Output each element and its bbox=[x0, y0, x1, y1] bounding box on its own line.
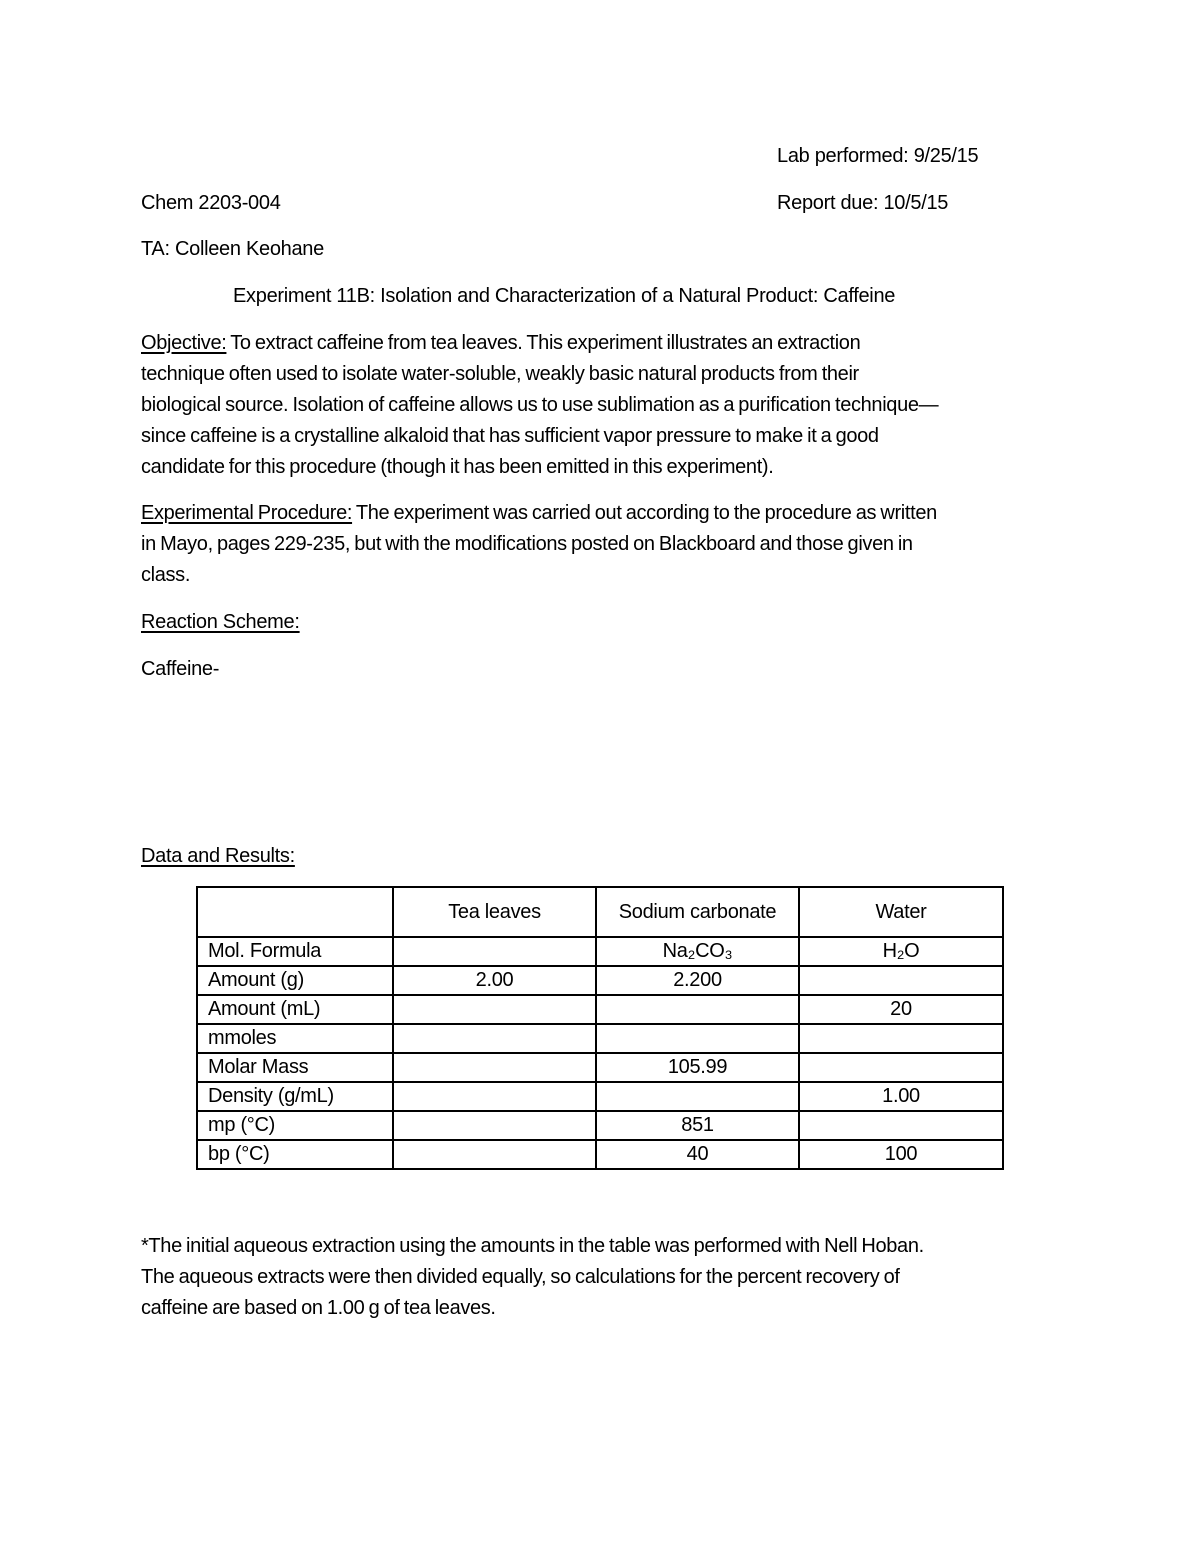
sodium-carbonate-cell: 2.200 bbox=[596, 966, 799, 995]
sodium-carbonate-cell bbox=[596, 1024, 799, 1053]
procedure-section bbox=[141, 498, 1071, 591]
experiment-title: Experiment 11B: Isolation and Characterization of a Natural Product: Caffeine bbox=[233, 285, 896, 307]
objective-text-line: technique often used to isolate water-soluble, weakly basic natural products from their bbox=[141, 363, 859, 385]
sodium-carbonate-cell: 105.99 bbox=[596, 1053, 799, 1082]
tea-leaves-cell bbox=[393, 1024, 596, 1053]
objective-text-line: biological source. Isolation of caffeine allows us to use sublimation as a purification technique— bbox=[141, 394, 939, 416]
sodium-carbonate-cell bbox=[596, 1082, 799, 1111]
table-row bbox=[197, 937, 1003, 966]
row-label: Molar Mass bbox=[197, 1053, 393, 1082]
table-header-cell: Water bbox=[799, 887, 1003, 937]
table-row bbox=[197, 1053, 1003, 1082]
table-header-cell bbox=[197, 887, 393, 937]
water-cell: 20 bbox=[799, 995, 1003, 1024]
footnote-section bbox=[141, 1231, 1071, 1324]
tea-leaves-cell bbox=[393, 1082, 596, 1111]
table-header-row bbox=[197, 887, 1003, 937]
table-row bbox=[197, 995, 1003, 1024]
sodium-carbonate-cell: 40 bbox=[596, 1140, 799, 1169]
sodium-carbonate-cell: 851 bbox=[596, 1111, 799, 1140]
row-label: mmoles bbox=[197, 1024, 393, 1053]
data-results-heading: Data and Results: bbox=[141, 845, 295, 867]
lab-performed-date: Lab performed: 9/25/15 bbox=[777, 145, 979, 167]
sodium-carbonate-cell bbox=[596, 995, 799, 1024]
caffeine-label: Caffeine- bbox=[141, 658, 220, 680]
table-row bbox=[197, 1111, 1003, 1140]
course-number: Chem 2203-004 bbox=[141, 192, 281, 214]
table-header-cell: Tea leaves bbox=[393, 887, 596, 937]
procedure-heading: Experimental Procedure: bbox=[141, 502, 353, 524]
objective-text-line: candidate for this procedure (though it has been emitted in this experiment). bbox=[141, 456, 774, 478]
water-cell bbox=[799, 966, 1003, 995]
procedure-text-line: The experiment was carried out according to the procedure as written bbox=[352, 502, 937, 524]
objective-section bbox=[141, 328, 1071, 483]
tea-leaves-cell bbox=[393, 937, 596, 966]
row-label: Amount (g) bbox=[197, 966, 393, 995]
tea-leaves-cell bbox=[393, 1111, 596, 1140]
report-due-date: Report due: 10/5/15 bbox=[777, 192, 949, 214]
objective-text-line: To extract caffeine from tea leaves. This experiment illustrates an extraction bbox=[226, 332, 861, 354]
water-cell: 100 bbox=[799, 1140, 1003, 1169]
table-row bbox=[197, 1024, 1003, 1053]
row-label: mp (°C) bbox=[197, 1111, 393, 1140]
tea-leaves-cell bbox=[393, 1140, 596, 1169]
table-row bbox=[197, 1140, 1003, 1169]
water-cell bbox=[799, 1111, 1003, 1140]
footnote-text-line: The aqueous extracts were then divided equally, so calculations for the percent recovery of bbox=[141, 1266, 900, 1288]
tea-leaves-cell bbox=[393, 995, 596, 1024]
water-cell: H₂O bbox=[799, 937, 1003, 966]
row-label: Density (g/mL) bbox=[197, 1082, 393, 1111]
tea-leaves-cell bbox=[393, 1053, 596, 1082]
water-cell bbox=[799, 1024, 1003, 1053]
row-label: Mol. Formula bbox=[197, 937, 393, 966]
procedure-text-line: in Mayo, pages 229-235, but with the modifications posted on Blackboard and those given in bbox=[141, 533, 913, 555]
row-label: Amount (mL) bbox=[197, 995, 393, 1024]
water-cell bbox=[799, 1053, 1003, 1082]
sodium-carbonate-cell: Na₂CO₃ bbox=[596, 937, 799, 966]
ta-name: TA: Colleen Keohane bbox=[141, 238, 324, 260]
table-row bbox=[197, 1082, 1003, 1111]
data-table bbox=[196, 886, 1004, 1170]
reaction-scheme-heading: Reaction Scheme: bbox=[141, 611, 300, 633]
procedure-text-line: class. bbox=[141, 564, 191, 586]
footnote-text-line: *The initial aqueous extraction using the amounts in the table was performed with Nell Hoban. bbox=[141, 1235, 924, 1257]
objective-text-line: since caffeine is a crystalline alkaloid that has sufficient vapor pressure to make it a good bbox=[141, 425, 879, 447]
objective-heading: Objective: bbox=[141, 332, 227, 354]
table-header-cell: Sodium carbonate bbox=[596, 887, 799, 937]
footnote-text-line: caffeine are based on 1.00 g of tea leaves. bbox=[141, 1297, 496, 1319]
table-row bbox=[197, 966, 1003, 995]
row-label: bp (°C) bbox=[197, 1140, 393, 1169]
tea-leaves-cell: 2.00 bbox=[393, 966, 596, 995]
water-cell: 1.00 bbox=[799, 1082, 1003, 1111]
